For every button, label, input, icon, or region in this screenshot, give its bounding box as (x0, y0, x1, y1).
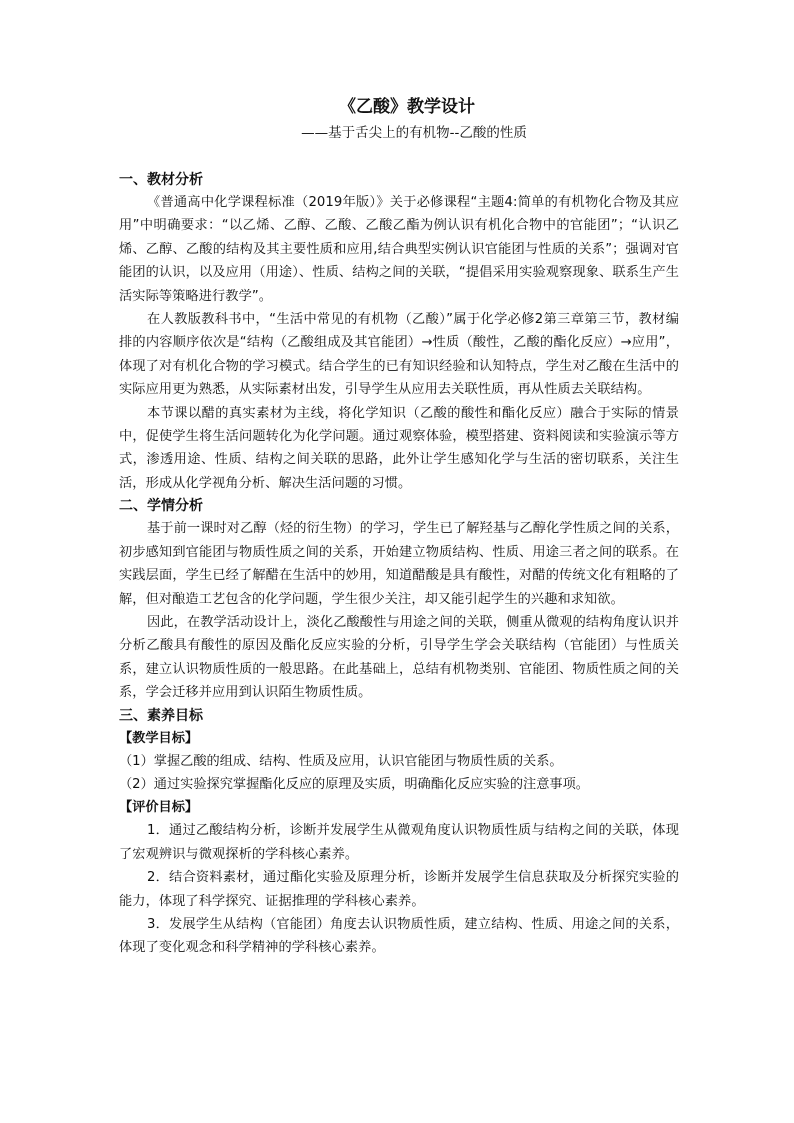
eval-goal-item: 2．结合资料素材，通过酯化实验及原理分析，诊断并发展学生信息获取及分析探究实验的能力，体现了科学探究、证据推理的学科核心素养。 (119, 870, 679, 909)
section-heading-student-analysis: 二、学情分析 (119, 498, 203, 515)
document-title: 《乙酸》教学设计 (339, 97, 475, 117)
section-heading-textbook-analysis: 一、教材分析 (119, 172, 203, 188)
teaching-goal-item: （1）掌握乙酸的组成、结构、性质及应用，认识官能团与物质性质的关系。 (119, 753, 563, 769)
paragraph: 《普通高中化学课程标准（2019年版）》关于必修课程“主题4:简单的有机物化合物及其应用”中明确要求：“以乙烯、乙醇、乙酸、乙酸乙酯为例认识有机化合物中的官能团”；“认识乙烯、乙醇、乙酸的结构及其主要性质和应用,结合典型实例认识官能团与性质的关系”；强调对官能团的认识，以及应用（用途）、性质、结构之间的关联，“提倡采用实验观察现象、联系生产生活实际等策略进行教学”。 (119, 195, 679, 304)
document-body (119, 96, 679, 960)
section-heading-literacy-goals: 三、素养目标 (119, 707, 203, 724)
paragraph: 基于前一课时对乙醇（烃的衍生物）的学习，学生已了解羟基与乙醇化学性质之间的关系，初步感知到官能团与物质性质之间的关系，开始建立物质结构、性质、用途三者之间的联系。在实践层面，学生已经了解醋在生活中的妙用，知道醋酸是具有酸性，对醋的传统文化有粗略的了解，但对酿造工艺包含的化学问题，学生很少关注，却又能引起学生的兴趣和求知欲。 (119, 521, 679, 607)
paragraph: 在人教版教科书中，“生活中常见的有机物（乙酸）”属于化学必修2第三章第三节，教材编排的内容顺序依次是“结构（乙酸组成及其官能团）→性质（酸性，乙酸的酯化反应）→应用”，体现了对有机化合物的学习模式。结合学生的已有知识经验和认知特点，学生对乙酸在生活中的实际应用更为熟悉，从实际素材出发，引导学生从应用去关联性质，再从性质去关联结构。 (119, 312, 679, 398)
document-subtitle: ——基于舌尖上的有机物--乙酸的性质 (301, 125, 527, 141)
paragraph: 因此，在教学活动设计上，淡化乙酸酸性与用途之间的关联，侧重从微观的结构角度认识并分析乙酸具有酸性的原因及酯化反应实验的分析，引导学生学会关联结构（官能团）与性质关系，建立认识物质性质的一般思路。在此基础上，总结有机物类别、官能团、物质性质之间的关系，学会迁移并应用到认识陌生物质性质。 (119, 614, 679, 701)
teaching-goals-heading: 【教学目标】 (119, 730, 199, 746)
eval-goal-item: 1．通过乙酸结构分析，诊断并发展学生从微观角度认识物质性质与结构之间的关联，体现了宏观辨识与微观探析的学科核心素养。 (119, 823, 679, 862)
eval-goals-heading: 【评价目标】 (119, 800, 199, 816)
paragraph: 本节课以醋的真实素材为主线，将化学知识（乙酸的酸性和酯化反应）融合于实际的情景中，促使学生将生活问题转化为化学问题。通过观察体验，模型搭建、资料阅读和实验演示等方式，渗透用途、性质、结构之间关联的思路，此外让学生感知化学与生活的密切联系，关注生活，形成从化学视角分析、解决生活问题的习惯。 (119, 405, 679, 491)
teaching-goal-item: （2）通过实验探究掌握酯化反应的原理及实质，明确酯化反应实验的注意事项。 (119, 776, 589, 792)
eval-goal-item: 3．发展学生从结构（官能团）角度去认识物质性质，建立结构、性质、用途之间的关系，体现了变化观念和科学精神的学科核心素养。 (119, 916, 679, 956)
